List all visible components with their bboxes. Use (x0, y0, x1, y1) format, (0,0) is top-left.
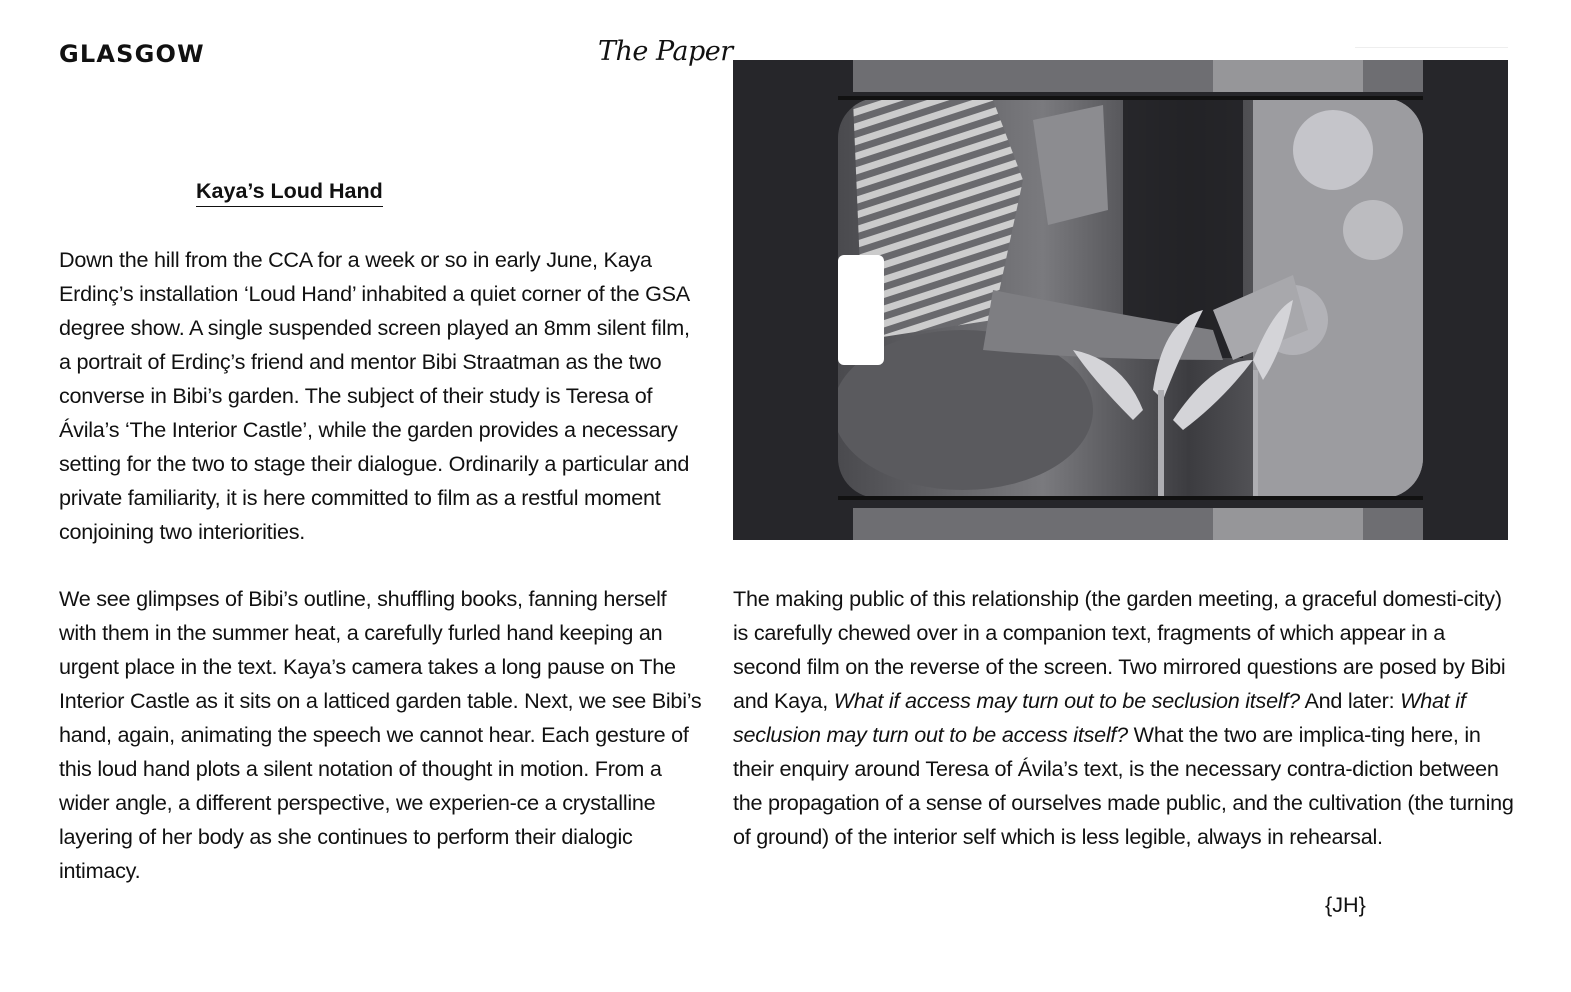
section-title: GLASGOW (59, 40, 205, 68)
question-1: What if access may turn out to be seclusion itself? (833, 688, 1300, 713)
paragraph-3-part-b: And later: (1299, 688, 1401, 713)
article-title: Kaya’s Loud Hand (196, 179, 383, 207)
article-paragraph-3 (733, 582, 1515, 854)
signoff: {JH} (1325, 892, 1366, 917)
publication-logo[interactable]: The Paper (598, 36, 733, 67)
top-rule (1355, 47, 1508, 48)
article-paragraph-2: We see glimpses of Bibi’s outline, shuffling books, fanning herself with them in the summer heat, a carefully furled hand keeping an urgent place in the text. Kaya’s camera takes a long pause on The Interior Castle as it sits on a latticed garden table. Next, we see Bibi’s hand, again, animating the speech we cannot hear. Each gesture of this loud hand plots a silent notation of thought in motion. From a wider angle, a different perspective, we experien-ce a crystalline layering of her body as she continues to perform their dialogic intimacy. (59, 586, 702, 883)
film-still-image (733, 60, 1508, 540)
paragraph-3-part-a: The making public of this relationship (the garden meeting, a graceful domesti-city) is carefully chewed over in a companion text, fragments of which appear in a second film on the reverse of the screen. Two mirrored questions are posed by Bibi and Kaya, (733, 586, 1506, 713)
question-2: What if seclusion may turn out to be access itself? (733, 688, 1466, 747)
article-paragraph-1: Down the hill from the CCA for a week or so in early June, Kaya Erdinç’s installation ‘Loud Hand’ inhabited a quiet corner of the GSA degree show. A single suspended screen played an 8mm silent film, a portrait of Erdinç’s friend and mentor Bibi Straatman as the two converse in Bibi’s garden. The subject of their study is Teresa of Ávila’s ‘The Interior Castle’, while the garden provides a necessary setting for the two to stage their dialogue. Ordinarily a particular and private familiarity, it is here committed to film as a restful moment conjoining two interiorities. (59, 247, 690, 544)
paragraph-3-part-c: What the two are implica-ting here, in their enquiry around Teresa of Ávila’s text, is the necessary contra-diction between the propagation of a sense of ourselves made public, and the cultivation (the turning of ground) of the interior self which is less legible, always in rehearsal. (733, 722, 1514, 849)
